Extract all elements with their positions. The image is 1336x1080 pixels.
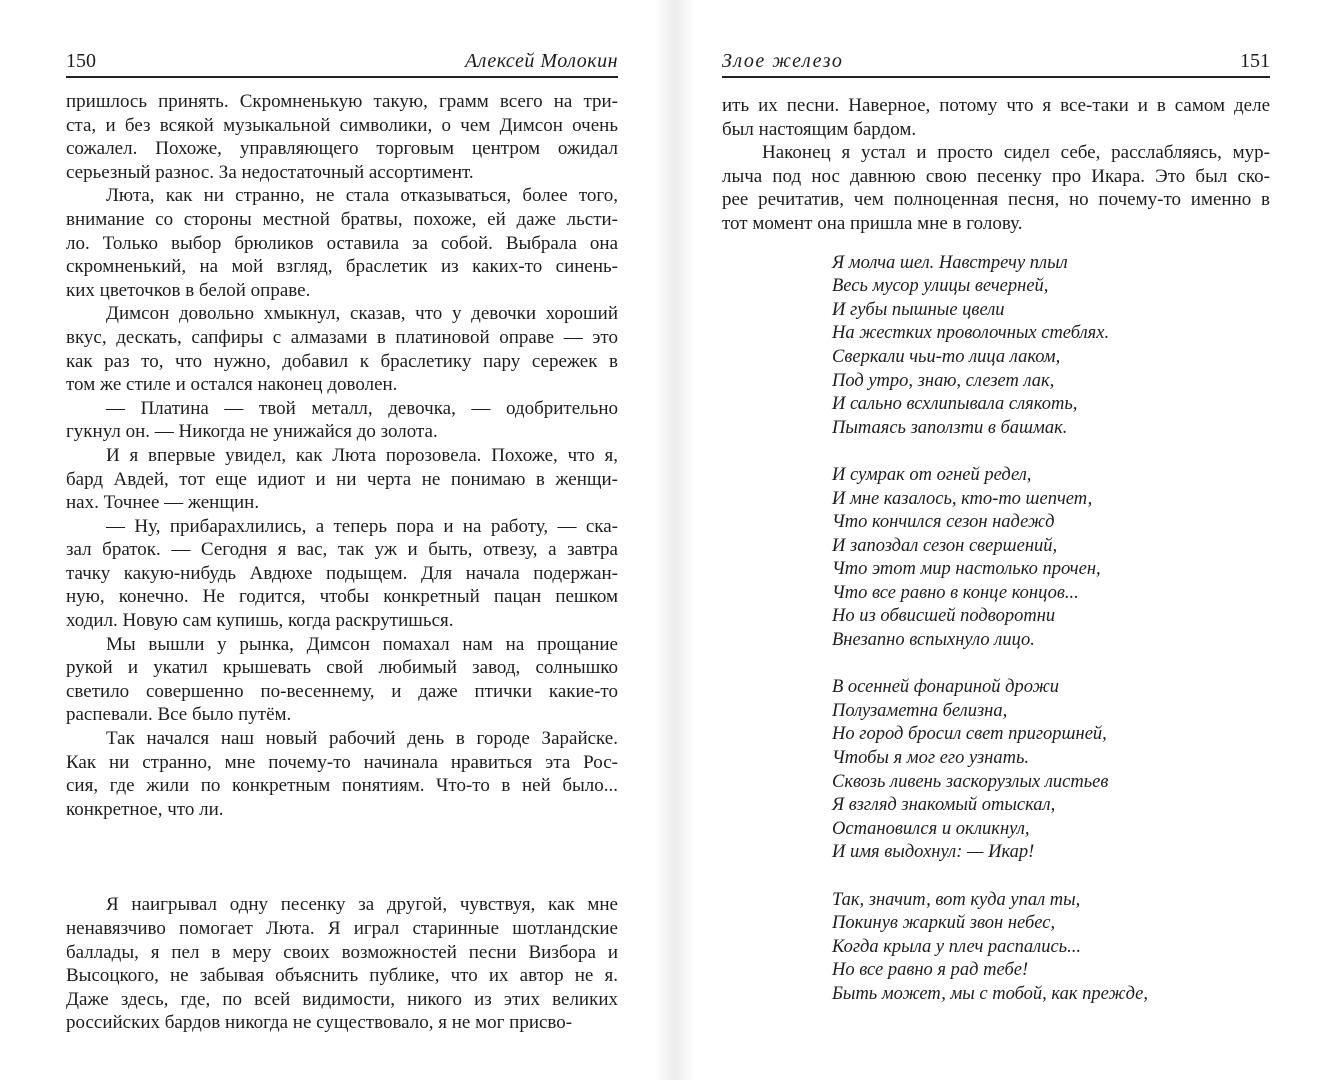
poem-line: Внезапно вспыхнуло лицо.	[832, 630, 1035, 651]
text-line: И я впервые увидел, как Люта порозовела. Похоже, что я,	[106, 444, 618, 466]
text-line: был настоящим бардом.	[722, 118, 917, 140]
text-line: пришлось принять. Скромненькую такую, грамм всего на три-	[66, 91, 618, 112]
poem-line: Быть может, мы с тобой, как прежде,	[832, 983, 1149, 1004]
text-line: нах. Точнее — женщин.	[66, 492, 260, 514]
poem-line: Весь мусор улицы вечерней,	[832, 276, 1049, 297]
text-line: баллады, я пел в меру своих возможностей песни Визбора и	[66, 941, 618, 963]
poem-line: Сверкали чьи-то лица лаком,	[832, 346, 1061, 367]
text-line: Высоцкого, не забывая объяснить публике, что их автор не я.	[66, 965, 618, 987]
poem-line: И сумрак от огней редел,	[832, 464, 1032, 485]
poem-line: Остановился и окликнул,	[832, 818, 1030, 839]
text-line: — Платина — твой металл, девочка, — одобрительно	[106, 397, 618, 419]
text-line: Мы вышли у рынка, Димсон помахал нам на прощание	[106, 633, 618, 655]
poem-line: Но все равно я рад тебе!	[832, 960, 1029, 981]
running-head-author: Алексей Молокин	[464, 50, 618, 72]
poem-line: И имя выдохнул: — Икар!	[832, 842, 1035, 863]
poem-line: Покинув жаркий звон небес,	[832, 913, 1056, 934]
left-page-header	[66, 44, 618, 78]
poem-line: Что все равно в конце концов...	[832, 582, 1079, 603]
poem-line: И запоздал сезон свершений,	[832, 535, 1058, 556]
left-text-block-section-two	[66, 893, 618, 1035]
poem-line: Что этот мир настолько прочен,	[832, 559, 1101, 580]
text-line: бард Авдей, тот еще идиот и ни черта не понимаю в женщи-	[66, 468, 618, 490]
poem-line: Я молча шел. Навстречу плыл	[832, 252, 1068, 273]
page-number: 150	[66, 50, 96, 72]
running-head-title: Злое железо	[722, 50, 844, 72]
poem-stanza	[832, 252, 1270, 441]
page-number: 151	[1240, 50, 1270, 72]
poem-stanza	[832, 889, 1270, 1007]
text-line: серьезный разнос. За недостаточный ассортимент.	[66, 161, 474, 183]
poem-line: Но из обвисшей подворотни	[832, 606, 1056, 627]
text-line: внимание со стороны местной братвы, похоже, ей даже льсти-	[66, 208, 618, 230]
text-line: светило совершенно по-весеннему, и даже птички какие-то	[66, 680, 618, 702]
text-line: Так начался наш новый рабочий день в городе Зарайске.	[106, 728, 618, 750]
text-line: вкус, дескать, сапфиры с алмазами в платиновой оправе — это	[66, 326, 618, 348]
right-page-body	[722, 94, 1270, 1007]
right-page	[722, 44, 1270, 1007]
right-page-header	[722, 44, 1270, 78]
poem-stanza	[832, 464, 1270, 653]
poem-stanza	[832, 676, 1270, 865]
text-line: лыча под нос давнюю свою песенку про Икара. Это был ско-	[722, 165, 1270, 187]
text-line: ких цветочков в белой оправе.	[66, 279, 311, 301]
text-line: Даже здесь, где, по всей видимости, никого из этих великих	[66, 988, 618, 1010]
text-line: рукой и укатил крышевать свой любимый завод, солнышко	[66, 657, 618, 679]
text-line: скромненький, на мой взгляд, браслетик из каких-то синень-	[66, 256, 618, 278]
poem-line: И мне казалось, кто-то шепчет,	[832, 488, 1093, 509]
poem-line: Чтобы я мог его узнать.	[832, 748, 1030, 769]
left-page-body	[66, 90, 618, 1035]
text-line: как раз то, что нужно, добавил к браслетику пару сережек в	[66, 350, 618, 372]
poem-line: Я взгляд знакомый отыскал,	[832, 795, 1056, 816]
text-line: конкретное, что ли.	[66, 798, 224, 820]
text-line: зал браток. — Сегодня я вас, так уж и быть, отвезу, а завтра	[66, 539, 618, 561]
poem-line: И сально всхлипывала слякоть,	[832, 394, 1078, 415]
poem-line: Под утро, знаю, слезет лак,	[832, 370, 1055, 391]
right-text-block	[722, 94, 1270, 236]
text-line: Люта, как ни странно, не стала отказываться, более того,	[106, 185, 618, 207]
text-line: тот момент она пришла мне в голову.	[722, 212, 1023, 234]
poem-line: Когда крыла у плеч распались...	[832, 936, 1081, 957]
poem-line: Так, значит, вот куда упал ты,	[832, 889, 1081, 910]
text-line: Наконец я устал и просто сидел себе, расслабляясь, мур-	[762, 142, 1270, 164]
text-line: Как ни странно, мне почему-то начинала нравиться эта Рос-	[66, 751, 618, 773]
text-line: сожалел. Похоже, управляющего торговым центром ожидал	[66, 138, 618, 160]
text-line: ить их песни. Наверное, потому что я все-таки и в самом деле	[722, 95, 1270, 116]
poem	[832, 252, 1270, 1007]
text-line: ненавязчиво помогает Люта. Я играл старинные шотландские	[66, 918, 618, 939]
text-line: сия, где жили по конкретным понятиям. Что-то в ней было...	[66, 775, 618, 797]
text-line: Я наигрывал одну песенку за другой, чувствуя, как мне	[106, 894, 618, 916]
poem-line: Полузаметна белизна,	[832, 700, 1008, 721]
text-line: ло. Только выбор брюликов оставила за собой. Выбрала она	[66, 232, 618, 254]
text-line: ста, и без всякой музыкальной символики, о чем Димсон очень	[66, 114, 618, 136]
poem-line: Что кончился сезон надежд	[832, 512, 1055, 533]
text-line: — Ну, прибарахлились, а теперь пора и на работу, — ска-	[106, 515, 618, 537]
text-line: распевали. Все было путём.	[66, 704, 292, 726]
text-line: российских бардов никогда не существовало, я не мог присво-	[66, 1012, 573, 1034]
text-line: тачку какую-нибудь Авдюхе подыщем. Для начала подержан-	[66, 562, 618, 584]
poem-line: Но город бросил свет пригоршней,	[832, 724, 1107, 745]
text-line: рее речитатив, чем полноценная песня, но почему-то именно в	[722, 189, 1270, 211]
poem-line: И губы пышные цвели	[832, 299, 1005, 320]
text-line: гукнул он. — Никогда не унижайся до золота.	[66, 421, 438, 443]
poem-line: На жестких проволочных стеблях.	[832, 323, 1110, 344]
book-gutter	[655, 0, 695, 1080]
poem-line: В осенней фонариной дрожи	[832, 677, 1060, 698]
text-line: том же стиле и остался наконец доволен.	[66, 374, 398, 396]
left-page	[66, 44, 618, 1035]
text-line: ную, конечно. Не годится, чтобы конкретный пацан пешком	[66, 586, 618, 608]
section-break	[66, 821, 618, 893]
poem-line: Сквозь ливень заскорузлых листьев	[832, 771, 1109, 792]
left-text-block	[66, 90, 618, 821]
text-line: Димсон довольно хмыкнул, сказав, что у девочки хороший	[106, 303, 618, 325]
poem-line: Пытаясь заползти в башмак.	[832, 417, 1068, 438]
text-line: ходил. Новую сам купишь, когда раскрутишься.	[66, 610, 454, 632]
